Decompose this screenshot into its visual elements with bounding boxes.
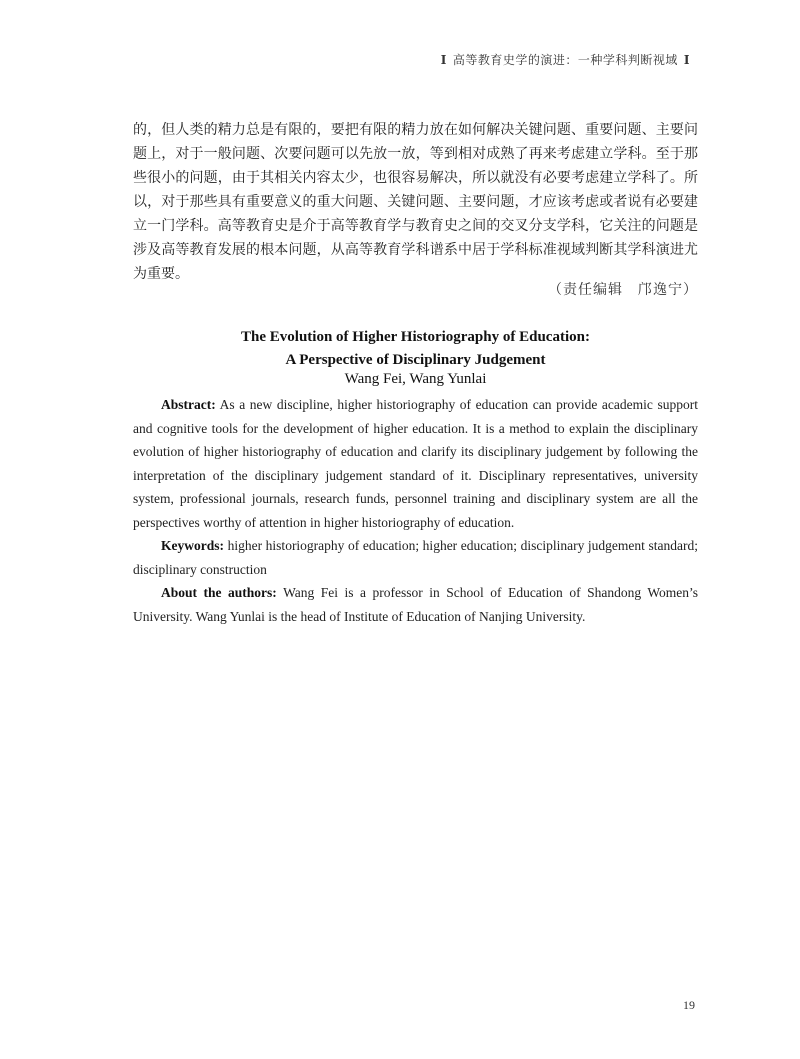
english-title (133, 326, 698, 372)
english-abstract-block (133, 393, 698, 628)
page-number: 19 (683, 998, 695, 1012)
header-bar-left: I (440, 53, 447, 67)
english-title-line-2: A Perspective of Disciplinary Judgement (285, 352, 546, 368)
chinese-body-paragraph: 的，但人类的精力总是有限的，要把有限的精力放在如何解决关键问题、重要问题、主要问题上，对于一般问题、次要问题可以先放一放，等到相对成熟了再来考虑建立学科。至于那些很小的问题，由于其相关内容太少，也很容易解决，所以就没有必要考虑建立学科了。所以，对于那些具有重要意义的重大问题、关键问题、主要问题，才应该考虑或者说有必要建立一门学科。高等教育史是介于高等教育学与教育史之间的交叉分支学科，它关注的问题是涉及高等教育发展的根本问题，从高等教育学科谱系中居于学科标准视域判断其学科演进尤为重要。 (133, 122, 698, 282)
english-authors: Wang Fei, Wang Yunlai (344, 371, 487, 387)
responsible-editor-note: （责任编辑 邝逸宁） (548, 282, 698, 298)
header-bar-right: I (683, 53, 690, 67)
keywords-label: Keywords: (161, 538, 224, 553)
about-authors-text: Wang Fei is a professor in School of Education of Shandong Women’s University. Wang Yunlai is the head of Institute of Education of Nanjing University. (133, 585, 699, 624)
english-title-line-1: The Evolution of Higher Historiography of Education: (241, 329, 590, 345)
keywords-text: higher historiography of education; higher education; disciplinary judgement standard; disciplinary construction (133, 538, 698, 577)
abstract-paragraph (133, 393, 698, 534)
running-header (435, 51, 696, 68)
abstract-text: As a new discipline, higher historiography of education can provide academic support and cognitive tools for the development of higher education. It is a method to explain the disciplinary evolution of higher historiography of education and clarify its disciplinary judgement by following the interpretation of the disciplinary judgement standard of it. Disciplinary representatives, university system, professional journals, research funds, personnel training and disciplinary system are all the perspectives worthy of attention in higher historiography of education. (133, 397, 698, 530)
about-authors-paragraph (133, 581, 698, 628)
running-title: 高等教育史学的演进：一种学科判断视域 (452, 53, 678, 67)
about-authors-label: About the authors: (161, 585, 277, 600)
keywords-paragraph (133, 534, 698, 581)
abstract-label: Abstract: (161, 397, 216, 412)
